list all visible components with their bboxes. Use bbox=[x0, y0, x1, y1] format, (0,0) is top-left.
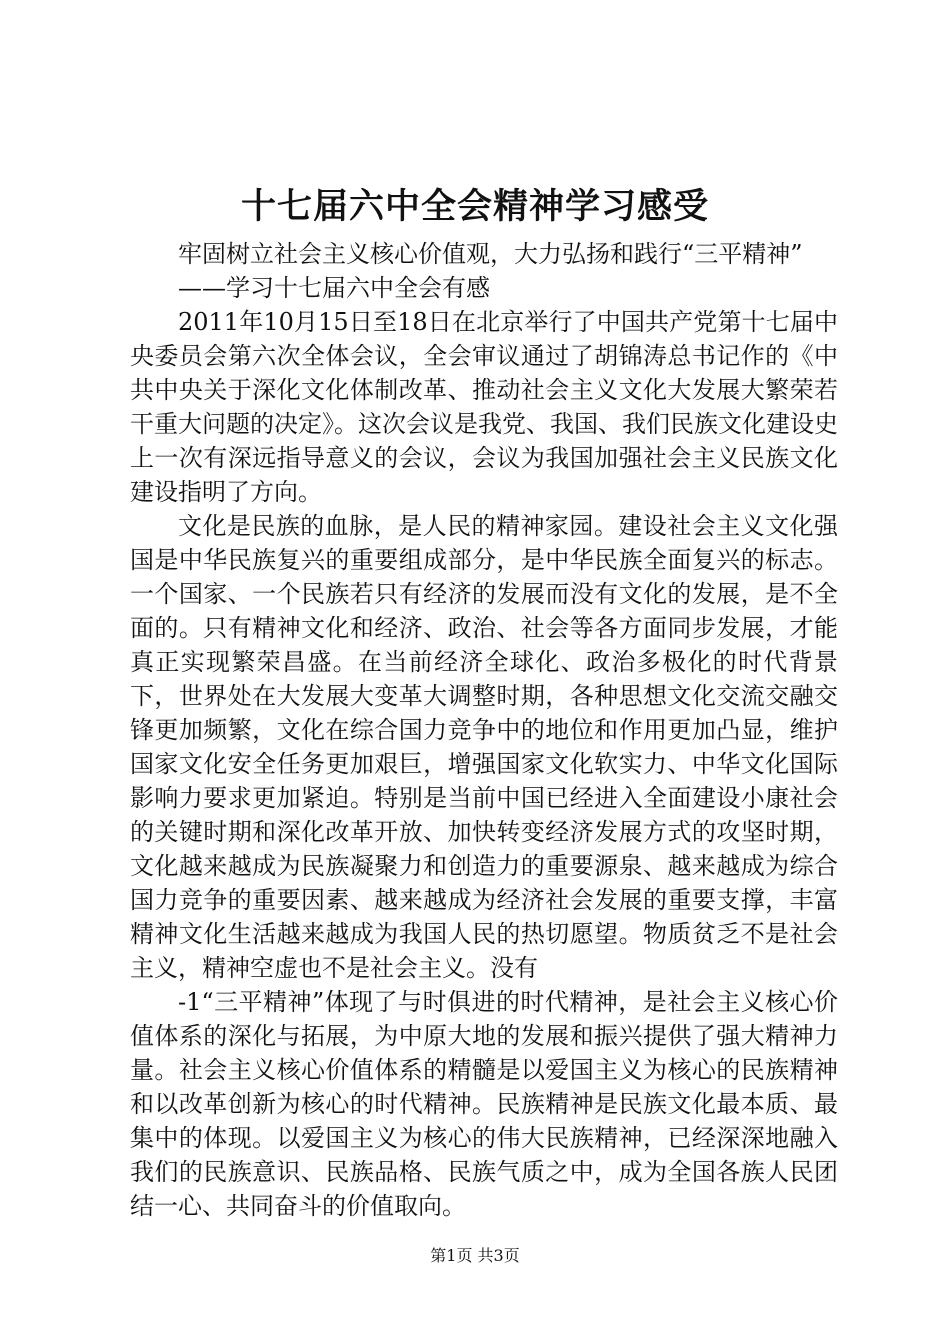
paragraph-subtitle: 牢固树立社会主义核心价值观，大力弘扬和践行“三平精神” bbox=[178, 240, 803, 268]
page-title: 十七届六中全会精神学习感受 bbox=[240, 186, 709, 227]
page-footer bbox=[0, 1245, 950, 1267]
paragraph-culture: 文化是民族的血脉，是人民的精神家园。建设社会主义文化强国是中华民族复兴的重要组成部分，是中华民族全面复兴的标志。一个国家、一个民族若只有经济的发展而没有文化的发展，是不全面的。只有精神文化和经济、政治、社会等各方面同步发展，才能真正实现繁荣昌盛。在当前经济全球化、政治多极化的时代背景下，世界处在大发展大变革大调整时期，各种思想文化交流交融交锋更加频繁，文化在综合国力竞争中的地位和作用更加凸显，维护国家文化安全任务更加艰巨，增强国家文化软实力、中华文化国际影响力要求更加紧迫。特别是当前中国已经进入全面建设小康社会的关键时期和深化改革开放、加快转变经济发展方式的攻坚时期，文化越来越成为民族凝聚力和创造力的重要源泉、越来越成为综合国力竞争的重要因素、越来越成为经济社会发展的重要支撑，丰富精神文化生活越来越成为我国人民的热切愿望。物质贫乏不是社会主义，精神空虚也不是社会主义。没有 bbox=[130, 512, 838, 982]
page-number-indicator: 第1页 共3页 bbox=[430, 1246, 520, 1265]
paragraph-conference: 2011年10月15日至18日在北京举行了中国共产党第十七届中央委员会第六次全体会议，全会审议通过了胡锦涛总书记作的《中共中央关于深化文化体制改革、推动社会主义文化大发展大繁荣若干重大问题的决定》。这次会议是我党、我国、我们民族文化建设史上一次有深远指导意义的会议，会议为我国加强社会主义民族文化建设指明了方向。 bbox=[130, 308, 838, 506]
paragraph-byline: ——学习十七届六中全会有感 bbox=[178, 274, 490, 302]
paragraph-sanping-spirit: -1“三平精神”体现了与时俱进的时代精神，是社会主义核心价值体系的深化与拓展，为中原大地的发展和振兴提供了强大精神力量。社会主义核心价值体系的精髓是以爱国主义为核心的民族精神和以改革创新为核心的时代精神。民族精神是民族文化最本质、最集中的体现。以爱国主义为核心的伟大民族精神，已经深深地融入我们的民族意识、民族品格、民族气质之中，成为全国各族人民团结一心、共同奋斗的价值取向。 bbox=[130, 988, 838, 1220]
document-body bbox=[130, 237, 838, 1223]
